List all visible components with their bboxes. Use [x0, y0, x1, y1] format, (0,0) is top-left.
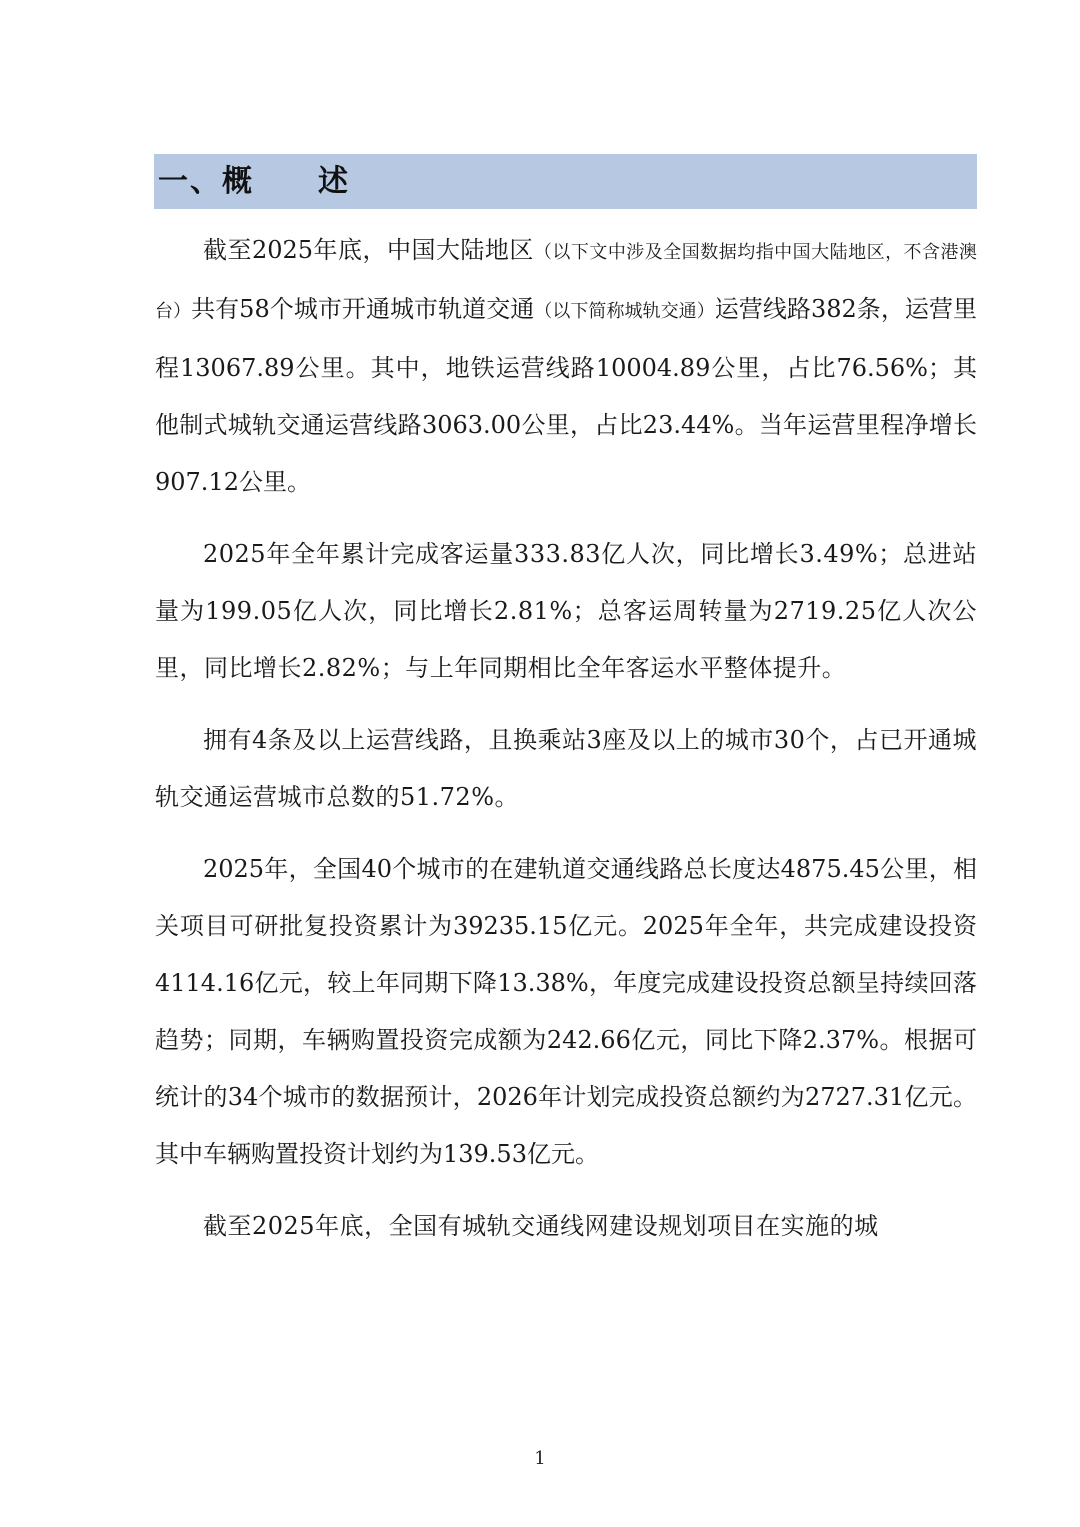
page-number: 1	[534, 1448, 546, 1469]
paragraph-investment: 2025年，全国40个城市的在建轨道交通线路总长度达4875.45公里，相关项目可研批复投资累计为39235.15亿元。2025年全年，共完成建设投资4114.16亿元，较上年同期下降13.38%，年度完成建设投资总额呈持续回落趋势；同期，车辆购置投资完成额为242.66亿元，同比下降2.37%。根据可统计的34个城市的数据预计，2026年计划完成投资总额约为2727.31亿元。其中车辆购置投资计划约为139.53亿元。	[155, 855, 977, 1168]
body-text	[155, 222, 977, 1270]
section-title: 一、概 述	[158, 164, 350, 199]
paragraph-network-cities: 拥有4条及以上运营线路，且换乘站3座及以上的城市30个，占已开通城轨交通运营城市总数的51.72%。	[155, 726, 977, 811]
paragraph-note: （以下简称城轨交通）	[534, 301, 715, 322]
paragraph-note: （以下文中涉及全国数据均指中国大陆地区，不含港澳台）	[155, 242, 978, 322]
paragraph-text: 共有58个城市开通城市轨道交通	[191, 295, 535, 323]
paragraph-text: 截至2025年底，中国大陆地区	[203, 236, 534, 264]
paragraph-overview	[155, 222, 977, 511]
paragraph-passenger-volume: 2025年全年累计完成客运量333.83亿人次，同比增长3.49%；总进站量为199.05亿人次，同比增长2.81%；总客运周转量为2719.25亿人次公里，同比增长2.82%；与上年同期相比全年客运水平整体提升。	[155, 540, 977, 682]
paragraph-text: 运营线路382条，运营里程13067.89公里。其中，地铁运营线路10004.89公里，占比76.56%；其他制式城轨交通运营线路3063.00公里，占比23.44%。当年运营里程净增长907.12公里。	[155, 295, 977, 496]
paragraph-planning: 截至2025年底，全国有城轨交通线网建设规划项目在实施的城	[203, 1212, 879, 1240]
